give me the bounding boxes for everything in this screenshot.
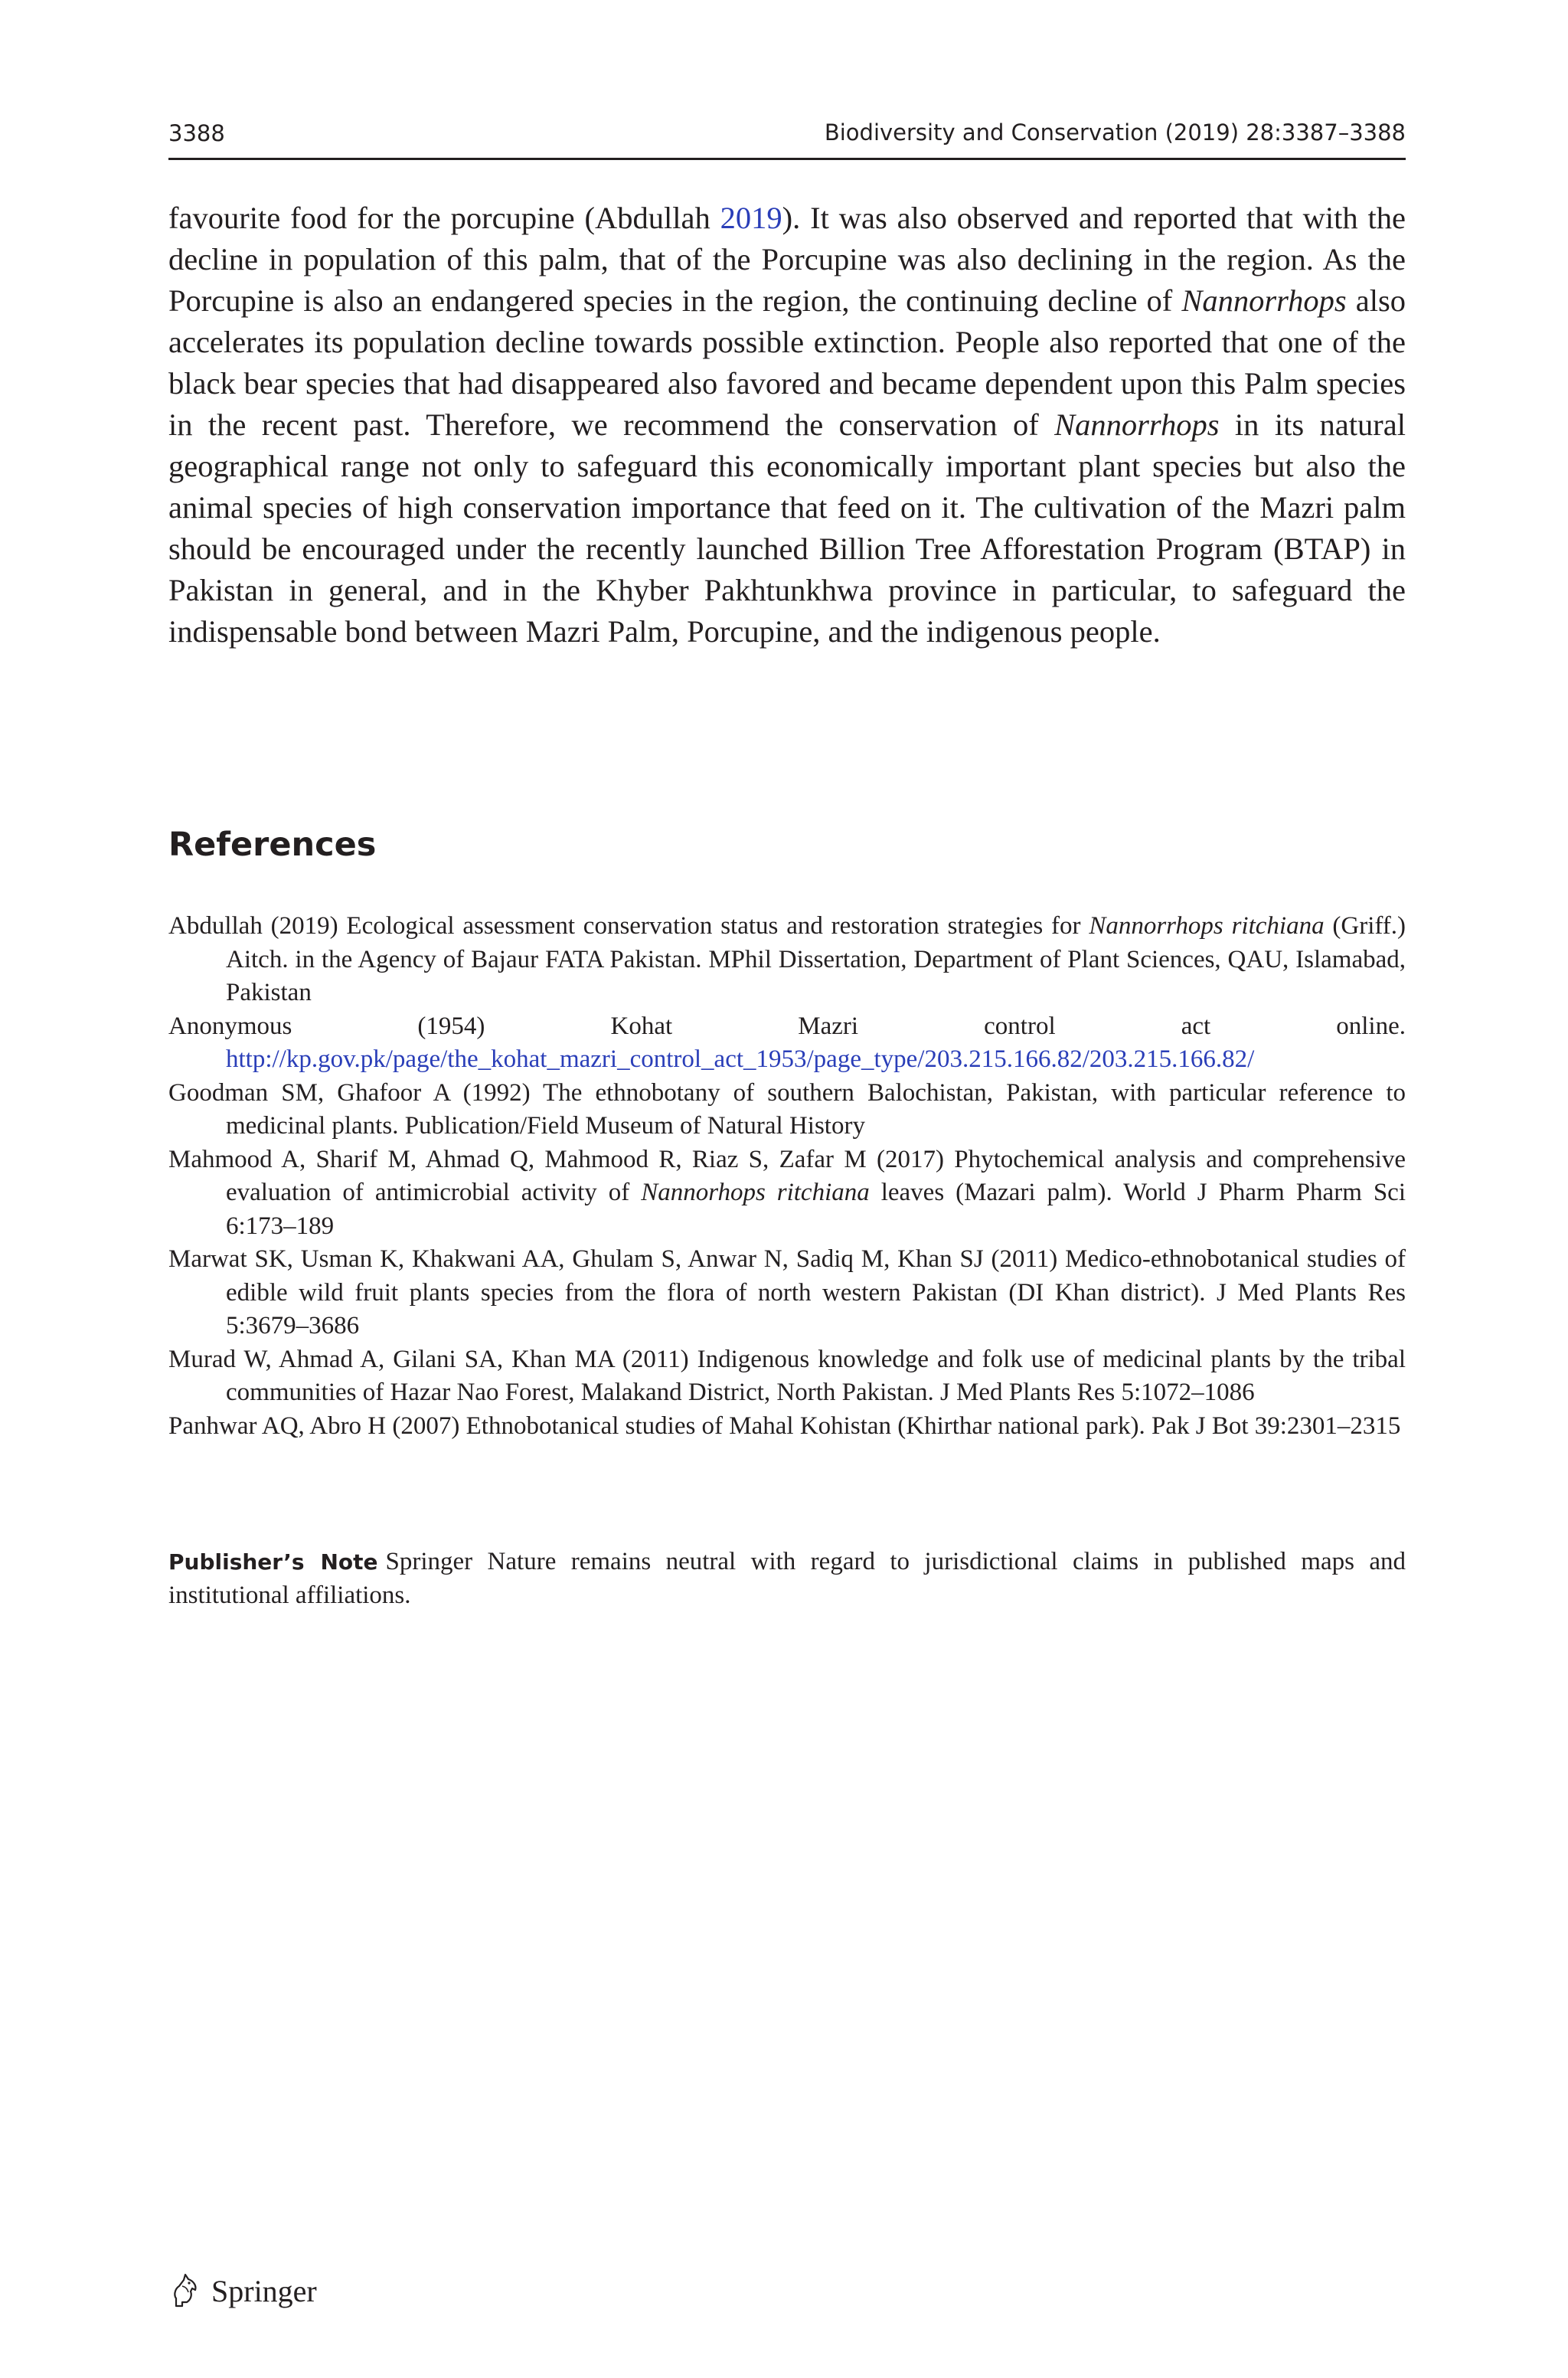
reference-item: Murad W, Ahmad A, Gilani SA, Khan MA (2011) Indigenous knowledge and folk use of medicinal plants by the tribal communities of Hazar Nao Forest, Malakand District, North Pakistan. J Med Plants Res 5:1072–1086	[168, 1345, 1406, 1406]
species-name: Nannorhops ritchiana	[641, 1179, 870, 1206]
reference-text: leaves (Mazari palm). World J Pharm Pharm Sci 6:173–189	[226, 1179, 1406, 1240]
body-text-run: ). It was also observed and reported that with the decline in population of this palm, that of the Porcupine was also declining in the region. As the Porcupine is also an endangered species in the region, the continuing decline of	[168, 201, 1406, 318]
citation-link[interactable]: 2019	[720, 201, 782, 235]
reference-text: Mahmood A, Sharif M, Ahmad Q, Mahmood R, Riaz S, Zafar M (2017) Phytochemical analysis and comprehensive evaluation of antimicrobial activity of	[168, 1145, 1406, 1206]
springer-horse-icon	[167, 2272, 204, 2309]
references-heading: References	[168, 826, 377, 864]
publisher-footer	[167, 2272, 317, 2310]
reference-item	[168, 910, 1406, 1010]
body-paragraph	[168, 198, 1406, 653]
publisher-note	[168, 1546, 1406, 1612]
springer-wordmark: Springer	[211, 2273, 317, 2308]
publisher-note-label: Publisher’s Note	[168, 1549, 378, 1575]
genus-name: Nannorrhops	[1181, 283, 1347, 318]
reference-item: Marwat SK, Usman K, Khakwani AA, Ghulam S, Anwar N, Sadiq M, Khan SJ (2011) Medico-ethnobotanical studies of edible wild fruit plants species from the flora of north western Pakistan (DI Khan district). J Med Plants Res 5:3679–3686	[168, 1245, 1406, 1339]
body-text-run: in its natural geographical range not only to safeguard this economically important plant species but also the animal species of high conservation importance that feed on it. The cultivation of the Mazri palm should be encouraged under the recently launched Billion Tree Afforestation Program (BTAP) in Pakistan in general, and in the Khyber Pakhtunkhwa province in particular, to safeguard the indispensable bond between Mazri Palm, Porcupine, and the indigenous people.	[168, 407, 1406, 649]
running-header	[168, 115, 1406, 160]
genus-name: Nannorrhops	[1054, 407, 1220, 442]
reference-item: Panhwar AQ, Abro H (2007) Ethnobotanical studies of Mahal Kohistan (Khirthar national park). Pak J Bot 39:2301–2315	[168, 1411, 1401, 1440]
publisher-note-text: Springer Nature remains neutral with regard to jurisdictional claims in published maps and institutional affiliations.	[168, 1548, 1406, 1609]
page-number: 3388	[168, 120, 225, 146]
reference-text: (Griff.) Aitch. in the Agency of Bajaur FATA Pakistan. MPhil Dissertation, Department of Plant Sciences, QAU, Islamabad, Pakistan	[226, 912, 1406, 1006]
reference-item	[168, 1010, 1406, 1077]
reference-url-link[interactable]: http://kp.gov.pk/page/the_kohat_mazri_control_act_1953/page_type/203.215.166.82/203.215.166.82/	[226, 1045, 1255, 1073]
species-name: Nannorrhops ritchiana	[1089, 912, 1325, 940]
reference-item: Goodman SM, Ghafoor A (1992) The ethnobotany of southern Balochistan, Pakistan, with particular reference to medicinal plants. Publication/Field Museum of Natural History	[168, 1078, 1406, 1140]
body-text-run: also accelerates its population decline towards possible extinction. People also reported that one of the black bear species that had disappeared also favored and became dependent upon this Palm species in the recent past. Therefore, we recommend the conservation of	[168, 283, 1406, 442]
body-text	[168, 198, 1406, 653]
reference-text: Anonymous (1954) Kohat Mazri control act online.	[168, 1012, 1406, 1040]
reference-text: Abdullah (2019) Ecological assessment conservation status and restoration strategies for	[168, 912, 1089, 940]
journal-citation: Biodiversity and Conservation (2019) 28:3387–3388	[824, 119, 1406, 146]
body-text-run: favourite food for the porcupine (Abdullah	[168, 201, 720, 235]
reference-item	[168, 1143, 1406, 1244]
reference-list	[168, 910, 1406, 1443]
